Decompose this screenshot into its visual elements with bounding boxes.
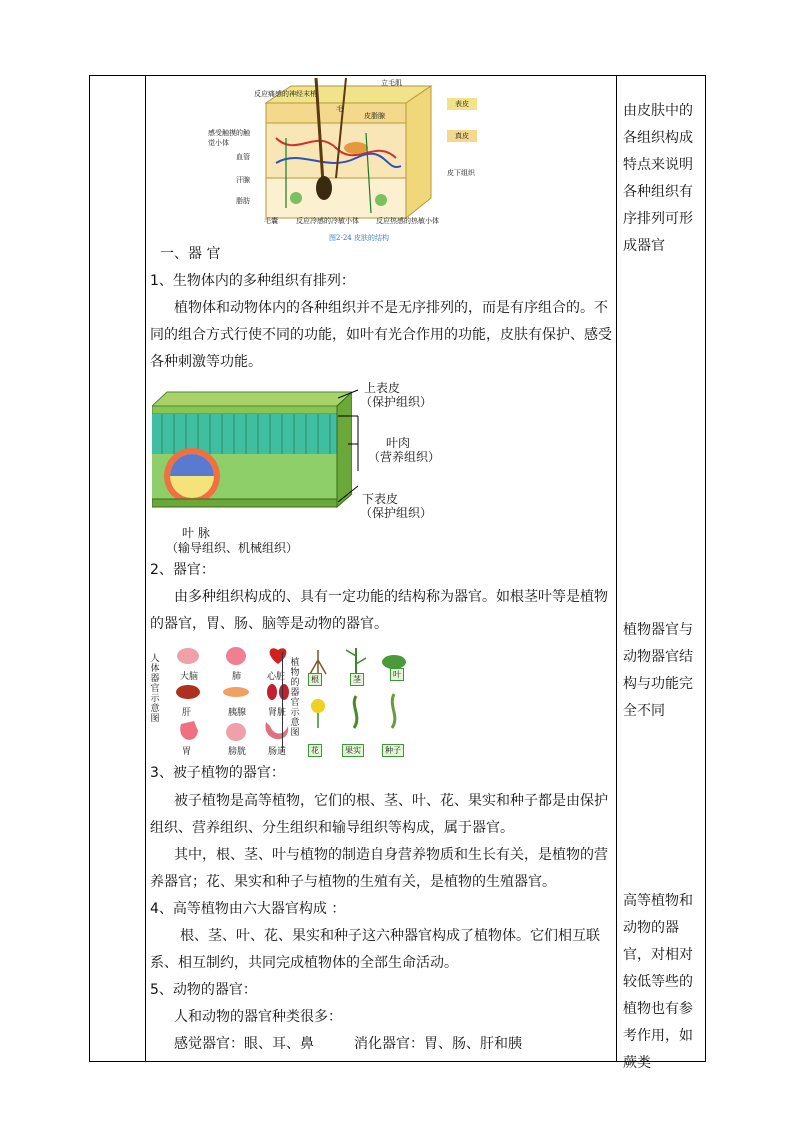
section-3-para-3: 其中，根、茎、叶与植物的制造自身营养物质和生长有关，是植物的营 <box>174 847 608 863</box>
section-3-para-1: 被子植物是高等植物，它们的根、茎、叶、花、果实和种子都是由保护 <box>174 793 608 809</box>
label-vein-sub: （输导组织、机械组织） <box>166 541 299 555</box>
skin-diagram-image <box>206 78 526 238</box>
side-note-1: 由皮肤中的各组织构成特点来说明各种组织有序排列可形成器官 <box>623 103 693 254</box>
label-upper-epidermis: 上表皮 <box>364 381 401 395</box>
section-2-para-2: 的器官，胃、肠、脑等是动物的器官。 <box>150 616 388 632</box>
label-blood-vessel: 血管 <box>236 153 250 161</box>
side-notes-column <box>617 76 706 1071</box>
label-epidermis: 表皮 <box>447 98 477 110</box>
organ-figure <box>146 642 616 760</box>
section-4-title: 4、高等植物由六大器官构成 ： <box>150 901 346 917</box>
section-5-para-2b: 消化器官：胃、肠、肝和胰 <box>354 1036 522 1052</box>
plant-organ-title: 植物的器官示意图 <box>290 658 300 738</box>
organ-lung: 肺 <box>232 672 242 682</box>
plant-leaf-tag: 叶 <box>390 668 404 681</box>
organ-bladder: 膀胱 <box>228 747 247 757</box>
label-mesophyll: 叶肉 <box>386 436 411 450</box>
organ-heart: 心脏 <box>267 672 286 682</box>
section-4-para-2: 系、相互制约，共同完成植物体的全部生命活动。 <box>150 955 458 971</box>
label-vein: 叶 脉 <box>182 526 210 540</box>
skin-structure-figure <box>146 76 616 246</box>
plant-root-tag: 根 <box>308 673 322 686</box>
label-lower-epidermis-sub: （保护组织） <box>360 506 433 520</box>
organ-stomach: 胃 <box>182 747 192 757</box>
label-subcutaneous: 皮下组织 <box>447 169 475 177</box>
plant-stem-tag: 茎 <box>350 673 364 686</box>
organ-brain: 大脑 <box>180 672 199 682</box>
label-touch-corpuscle: 感受触摸的触觉小体 <box>208 129 250 147</box>
label-upper-epidermis-sub: （保护组织） <box>360 395 433 409</box>
label-sebaceous: 皮脂腺 <box>364 112 385 120</box>
organ-liver: 肝 <box>182 708 192 718</box>
section-1-para-1: 植物体和动物体内的各种组织并不是无序排列的，而是有序组合的。不 <box>174 300 608 316</box>
human-organ-images <box>166 646 306 756</box>
section-3-para-4: 养器官；花、果实和种子与植物的生殖有关，是植物的生殖器官。 <box>150 874 556 890</box>
plant-organ-images <box>306 646 426 756</box>
organ-kidney: 肾脏 <box>268 708 287 718</box>
plant-flower-tag: 花 <box>308 744 322 757</box>
label-lower-epidermis: 下表皮 <box>362 492 399 506</box>
label-sweat-gland: 汗腺 <box>236 176 250 184</box>
label-mesophyll-sub: （营养组织） <box>368 450 441 464</box>
section-3-title: 3、被子植物的器官： <box>150 765 285 781</box>
organ-intestine: 肠道 <box>268 747 287 757</box>
section-5-title: 5、动物的器官： <box>150 982 257 998</box>
main-content-column <box>146 76 616 1061</box>
leaf-diagram-image <box>152 384 352 524</box>
plant-fruit-tag: 果实 <box>342 744 364 757</box>
section-2-title: 2、器官： <box>150 562 215 578</box>
section-5-para-2a: 感觉器官：眼、耳、鼻 <box>174 1036 314 1052</box>
lesson-table <box>89 75 706 1071</box>
section-1-para-2: 同的组合方式行使不同的功能，如叶有光合作用的功能，皮肤有保护、感受 <box>150 327 612 343</box>
heading-organs: 一、器 官 <box>160 246 221 262</box>
label-heat-corpuscle: 反应热感的热敏小体 <box>376 217 439 225</box>
section-5-para-1: 人和动物的器官种类很多： <box>174 1009 342 1025</box>
figure-caption: 图2-24 皮肤的结构 <box>329 234 389 242</box>
plant-seed-tag: 种子 <box>382 744 404 757</box>
label-erector-muscle: 立毛肌 <box>381 79 402 87</box>
side-note-3: 高等植物和动物的器官，对相对较低等些的植物也有参考作用，如蕨类 <box>623 893 693 1071</box>
organ-pancreas: 胰腺 <box>228 708 247 718</box>
section-1-para-3: 各种刺激等功能。 <box>150 354 262 370</box>
side-note-2: 植物器官与动物器官结构与功能完全不同 <box>623 622 693 719</box>
section-1-title: 1、生物体内的多种组织有排列： <box>150 273 355 289</box>
human-organ-title: 人体器官示意图 <box>150 654 160 724</box>
label-dermis: 真皮 <box>447 130 477 142</box>
label-hair: 毛 <box>336 105 343 113</box>
label-hair-follicle: 毛囊 <box>264 217 278 225</box>
section-3-para-2: 组织、营养组织、分生组织和输导组织等构成，属于器官。 <box>150 820 514 836</box>
label-fat: 脂肪 <box>236 197 250 205</box>
label-cold-corpuscle: 反应冷感的冷敏小体 <box>296 217 359 225</box>
organ-figure-divider <box>282 652 283 752</box>
section-2-para-1: 由多种组织构成的、具有一定功能的结构称为器官。如根茎叶等是植物 <box>174 589 608 605</box>
label-pain-nerve: 反应痛感的神经末梢 <box>254 90 317 98</box>
leaf-cross-section-figure <box>146 376 616 561</box>
section-4-para-1: 根、茎、叶、花、果实和种子这六种器官构成了植物体。它们相互联 <box>180 928 600 944</box>
